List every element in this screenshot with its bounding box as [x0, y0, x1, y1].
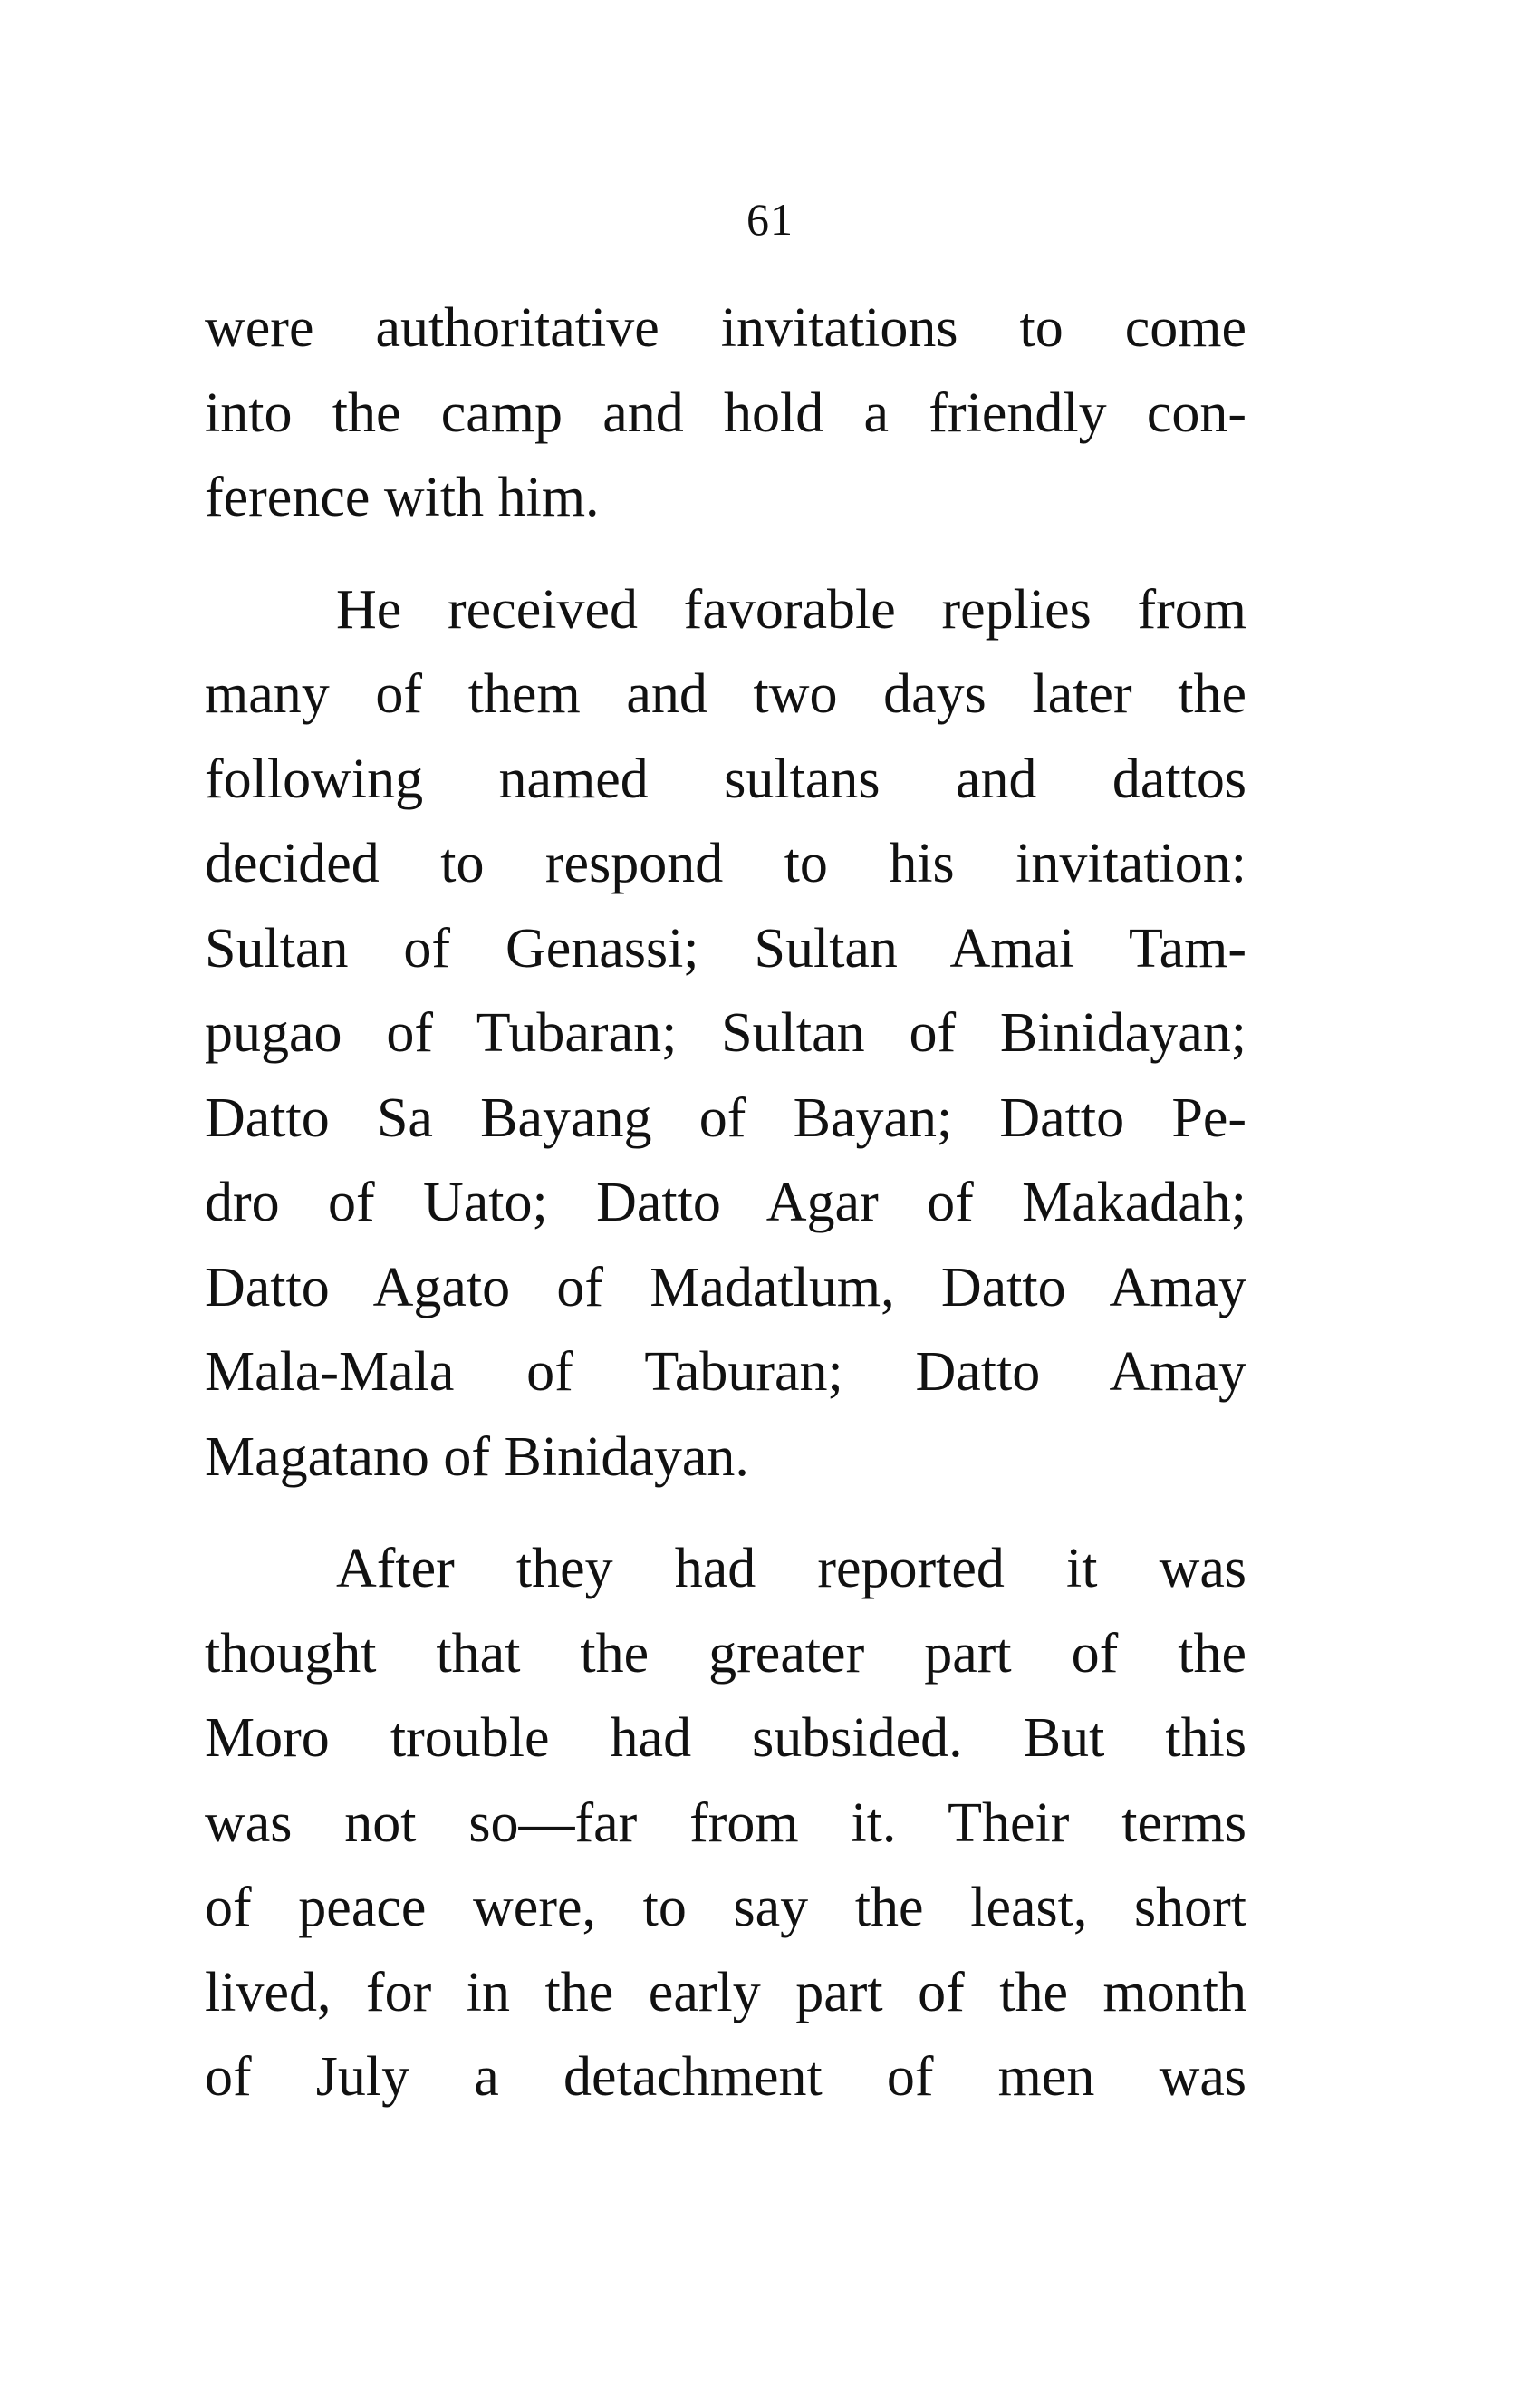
- text-line: of July a detachment of men was: [205, 2046, 1246, 2108]
- text-line: pugao of Tubaran; Sultan of Binidayan;: [205, 1002, 1246, 1064]
- text-line: following named sultans and dattos: [205, 748, 1246, 810]
- text-line: Sultan of Genassi; Sultan Amai Tam-: [205, 917, 1246, 980]
- text-line: of peace were, to say the least, short: [205, 1877, 1246, 1938]
- text-line: many of them and two days later the: [205, 663, 1246, 725]
- text-line: After they had reported it was: [336, 1538, 1246, 1599]
- text-line: was not so—far from it. Their terms: [205, 1791, 1246, 1854]
- text-line: lived, for in the early part of the month: [205, 1961, 1246, 2023]
- paragraph-1: [205, 286, 1246, 541]
- text-line: Datto Sa Bayang of Bayan; Datto Pe-: [205, 1086, 1246, 1149]
- text-line: ference with him.: [205, 467, 600, 528]
- text-line: Magatano of Binidayan.: [205, 1425, 749, 1488]
- text-line: dro of Uato; Datto Agar of Makadah;: [205, 1172, 1246, 1233]
- page-number: 61: [746, 194, 794, 245]
- text-line: Datto Agato of Madatlum, Datto Amay: [205, 1256, 1246, 1318]
- text-line: were authoritative invitations to come: [205, 297, 1246, 359]
- paragraph-2: [205, 568, 1246, 1501]
- text-line: He received favorable replies from: [336, 578, 1246, 641]
- text-line: decided to respond to his invitation:: [205, 833, 1246, 894]
- paragraph-3: [205, 1527, 1246, 2120]
- text-line: into the camp and hold a friendly con-: [205, 381, 1246, 444]
- text-line: Mala-Mala of Taburan; Datto Amay: [205, 1341, 1246, 1403]
- text-line: Moro trouble had subsided. But this: [205, 1707, 1246, 1769]
- text-line: thought that the greater part of the: [205, 1622, 1246, 1685]
- body-text: [205, 286, 1246, 2120]
